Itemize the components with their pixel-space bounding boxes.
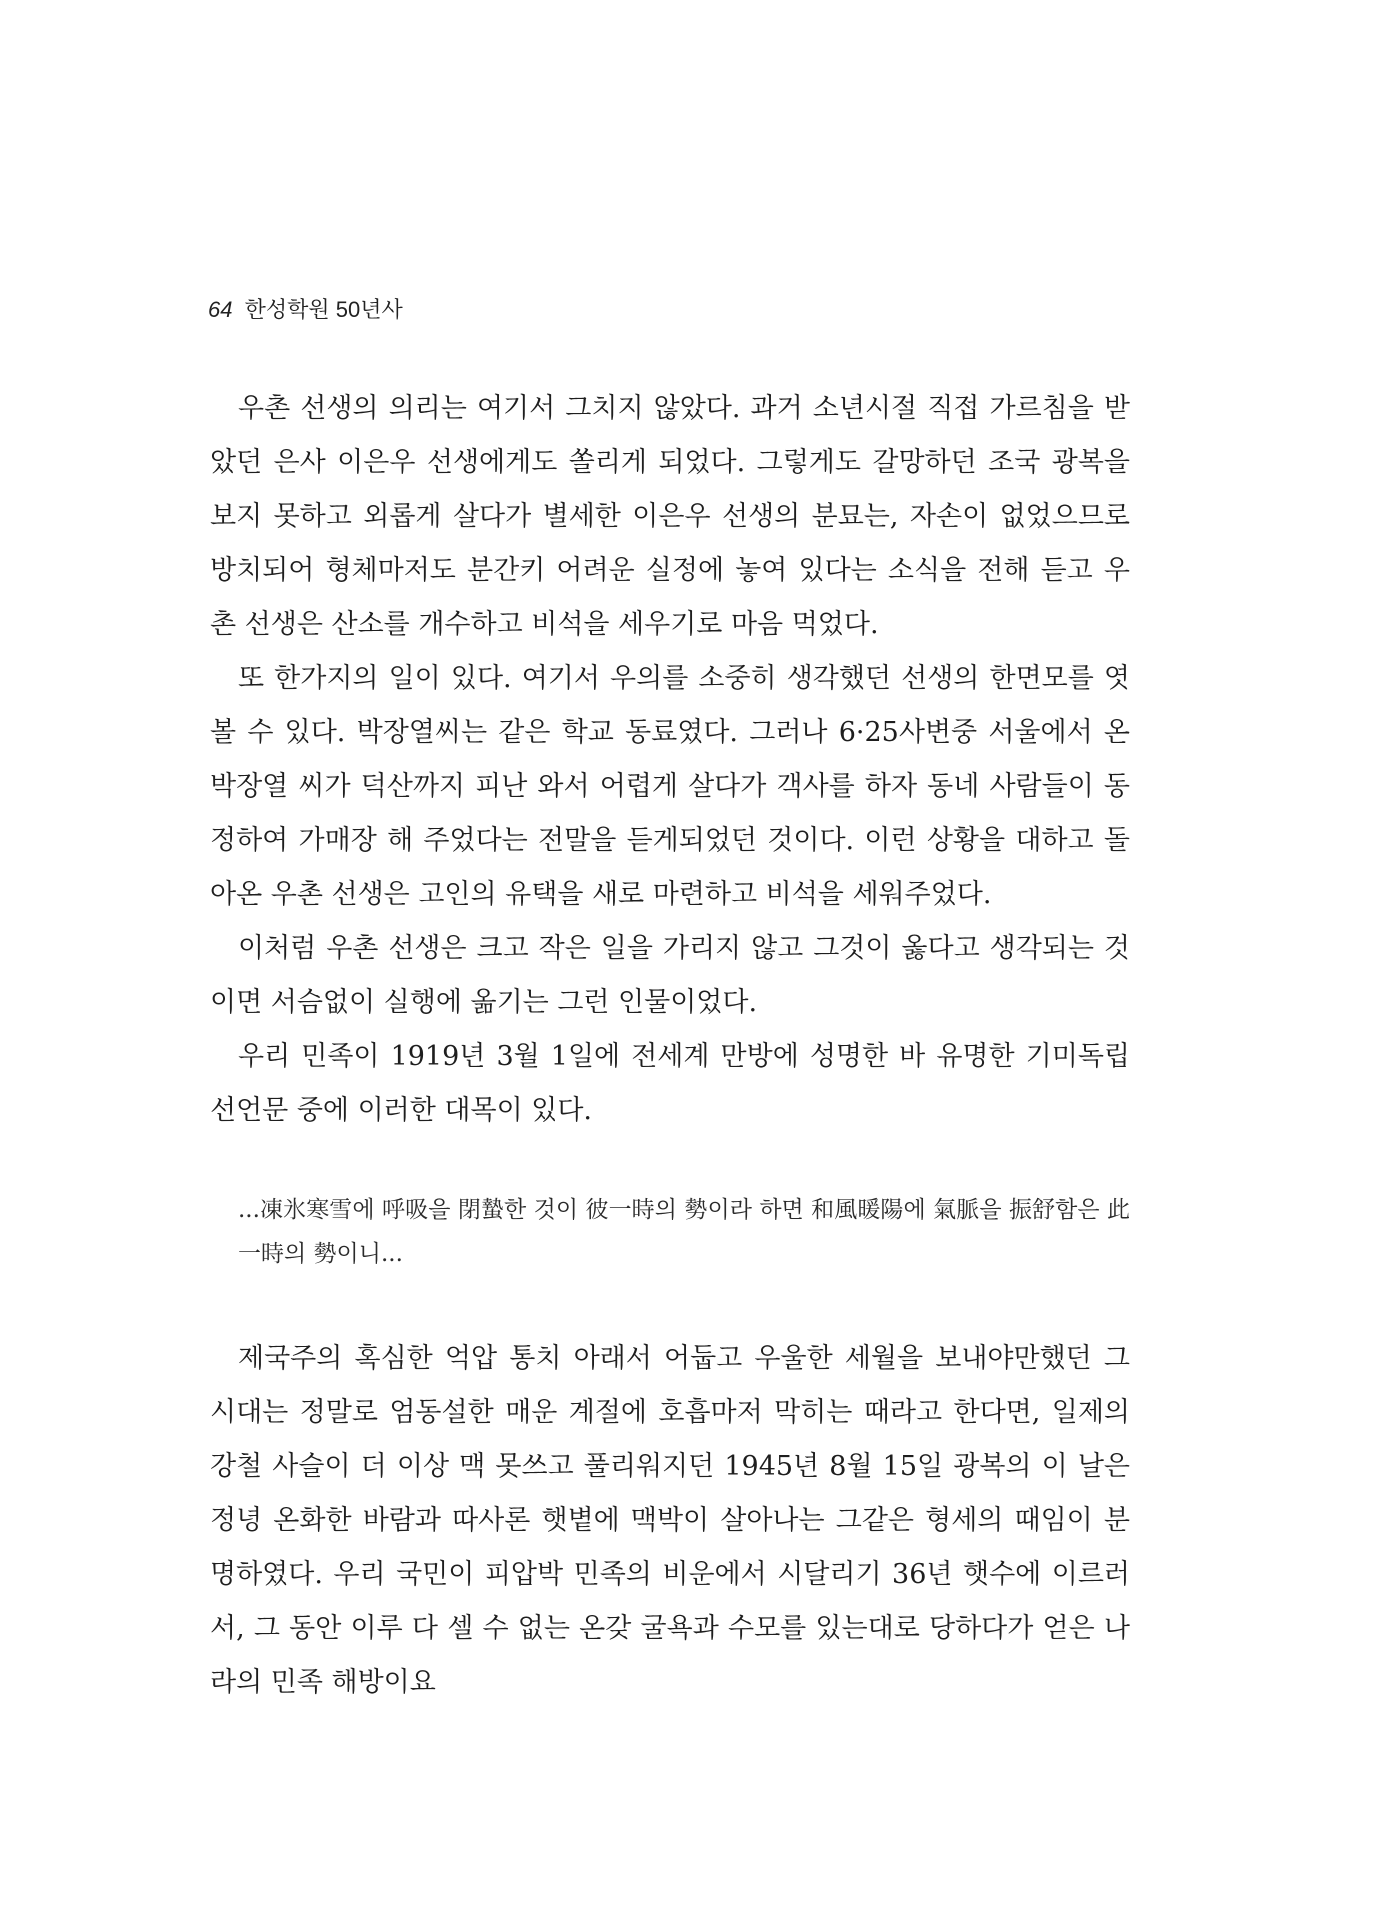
paragraph-teacher-grave: 우촌 선생의 의리는 여기서 그치지 않았다. 과거 소년시절 직접 가르침을 받았던 은사 이은우 선생에게도 쏠리게 되었다. 그렇게도 갈망하던 조국 광복을 보지 못하고 외롭게 살다가 별세한 이은우 선생의 분묘는, 자손이 없었으므로 방치되어 형체마저도 분간키 어려운 실정에 놓여 있다는 소식을 전해 듣고 우촌 선생은 산소를 개수하고 비석을 세우기로 마음 먹었다. <box>210 393 1130 640</box>
running-header <box>208 296 608 324</box>
paragraph-colleague-grave: 또 한가지의 일이 있다. 여기서 우의를 소중히 생각했던 선생의 한면모를 엿볼 수 있다. 박장열씨는 같은 학교 동료였다. 그러나 6·25사변중 서울에서 온 박장열 씨가 덕산까지 피난 와서 어렵게 살다가 객사를 하자 동네 사람들이 동정하여 가매장 해 주었다는 전말을 듣게되었던 것이다. 이런 상황을 대하고 돌아온 우촌 선생은 고인의 유택을 새로 마련하고 비석을 세워주었다. <box>210 663 1130 910</box>
body-text-before-quote <box>210 382 1130 1138</box>
book-title: 한성학원 50년사 <box>244 297 403 322</box>
paragraph-character: 이처럼 우촌 선생은 크고 작은 일을 가리지 않고 그것이 옳다고 생각되는 것이면 서슴없이 실행에 옮기는 그런 인물이었다. <box>210 933 1130 1018</box>
body-text-after-quote <box>210 1332 1130 1710</box>
declaration-quote <box>238 1188 1130 1276</box>
paragraph-declaration-intro: 우리 민족이 1919년 3월 1일에 전세계 만방에 성명한 바 유명한 기미독립선언문 중에 이러한 대목이 있다. <box>210 1041 1130 1126</box>
paragraph-liberation: 제국주의 혹심한 억압 통치 아래서 어둡고 우울한 세월을 보내야만했던 그 시대는 정말로 엄동설한 매운 계절에 호흡마저 막히는 때라고 한다면, 일제의 강철 사슬이 더 이상 맥 못쓰고 풀리워지던 1945년 8월 15일 광복의 이 날은 정녕 온화한 바람과 따사론 햇볕에 맥박이 살아나는 그같은 형세의 때임이 분명하였다. 우리 국민이 피압박 민족의 비운에서 시달리기 36년 햇수에 이르러서, 그 동안 이루 다 셀 수 없는 온갖 굴욕과 수모를 있는대로 당하다가 얻은 나라의 민족 해방이요 <box>210 1343 1130 1698</box>
page-number: 64 <box>208 297 233 322</box>
quote-text: ...凍氷寒雪에 呼吸을 閉蟄한 것이 彼一時의 勢이라 하면 和風暖陽에 氣脈을 振舒함은 此一時의 勢이니... <box>238 1197 1130 1267</box>
